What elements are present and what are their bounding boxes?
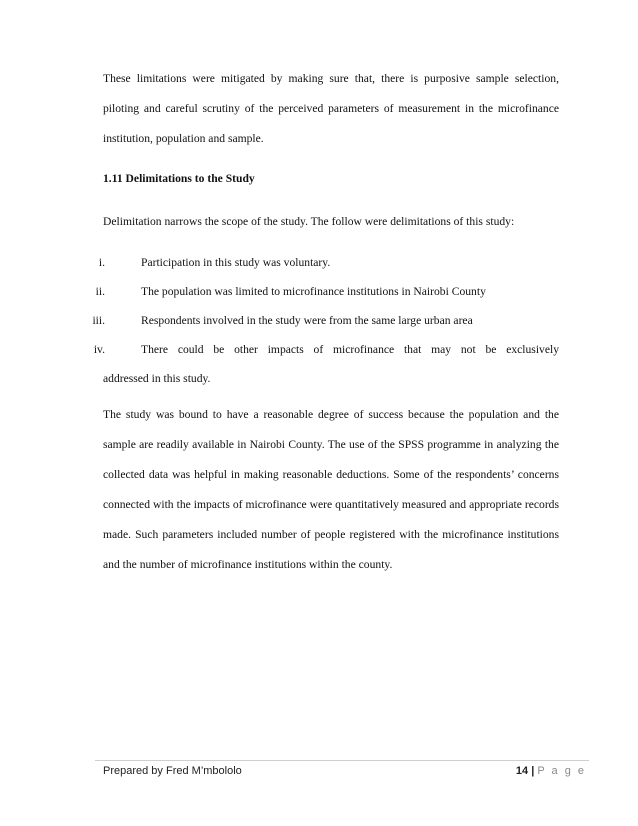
list-item xyxy=(0,306,559,336)
page-number: 14 xyxy=(515,765,529,777)
list-item xyxy=(0,277,559,307)
paragraph-limitations: These limitations were mitigated by making sure that, there is purposive sample selection, piloting and careful scrutiny of the perceived parameters of measurement in the microfinance institution, population and sample. xyxy=(103,72,559,145)
list-item xyxy=(0,335,559,365)
page-label: P a g e xyxy=(537,765,586,777)
list-item-number: i. xyxy=(98,256,105,269)
footer-author: Prepared by Fred M’mbololo xyxy=(103,765,242,777)
list-item-number: ii. xyxy=(95,285,105,298)
list-item-text: There could be other impacts of microfinance that may not be exclusively xyxy=(141,343,559,356)
section-heading: 1.11 Delimitations to the Study xyxy=(103,172,255,185)
page-separator: | xyxy=(531,765,535,777)
list-item-number: iv. xyxy=(93,343,105,356)
footer-divider xyxy=(95,760,589,761)
list-item-text: The population was limited to microfinance institutions in Nairobi County xyxy=(141,285,486,298)
list-item-continuation: addressed in this study. xyxy=(103,372,211,385)
list-item-number: iii. xyxy=(92,314,105,327)
footer-page-indicator xyxy=(516,765,586,777)
paragraph-delimitation-intro: Delimitation narrows the scope of the study. The follow were delimitations of this study: xyxy=(103,215,515,228)
paragraph-study-success: The study was bound to have a reasonable degree of success because the population and the sample are readily available in Nairobi County. The use of the SPSS programme in analyzing the collected data was helpful in making reasonable deductions. Some of the respondents’ concerns connected with the impacts of microfinance were quantitatively measured and appropriate records made. Such parameters included number of people registered with the microfinance institutions and the number of microfinance institutions within the county. xyxy=(103,408,559,571)
list-item-text: Respondents involved in the study were from the same large urban area xyxy=(141,314,473,327)
list-item xyxy=(0,248,559,278)
list-item-text: Participation in this study was voluntary. xyxy=(141,256,331,269)
